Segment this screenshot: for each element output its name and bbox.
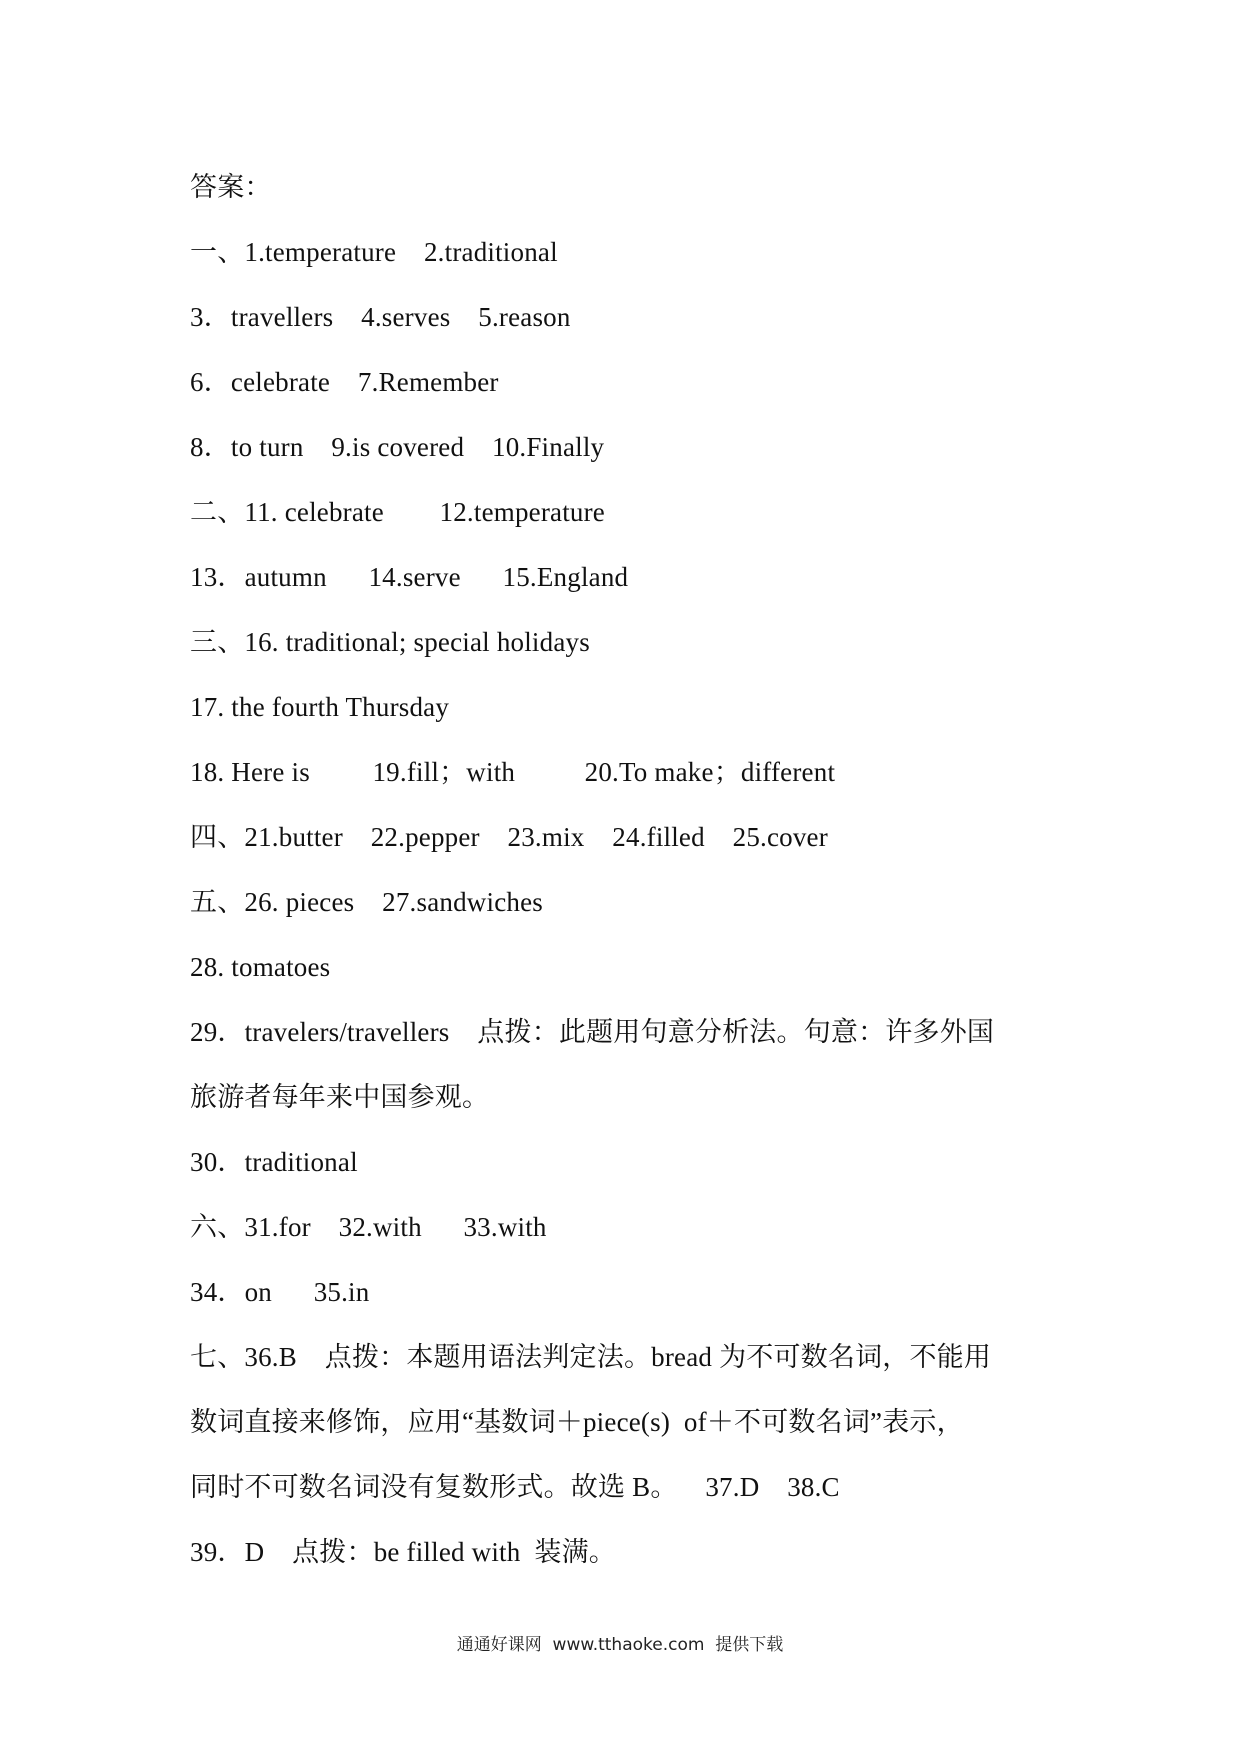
answer-line-8: 17. the fourth Thursday <box>190 692 450 722</box>
answer-line-1: 一、1.temperature 2.traditional <box>190 237 558 267</box>
answer-line-21: 39．D 点拨：be filled with 装满。 <box>190 1537 616 1567</box>
answer-line-3: 6．celebrate 7.Remember <box>190 367 499 397</box>
footer-source-note: 通通好课网 www.tthaoke.com 提供下载 <box>456 1635 784 1655</box>
answer-line-13: 29．travelers/travellers 点拨：此题用句意分析法。句意：许多外国 <box>190 1017 995 1047</box>
answer-line-15: 30．traditional <box>190 1147 358 1177</box>
answer-title: 答案： <box>190 172 272 202</box>
answer-content <box>190 155 1070 1585</box>
answer-line-4: 8．to turn 9.is covered 10.Finally <box>190 432 605 462</box>
answer-line-9: 18. Here is 19.fill；with 20.To make；different <box>190 757 836 787</box>
answer-line-7: 三、16. traditional; special holidays <box>190 627 590 657</box>
answer-line-17: 34．on 35.in <box>190 1277 370 1307</box>
answer-line-5: 二、11. celebrate 12.temperature <box>190 497 605 527</box>
answer-line-11: 五、26. pieces 27.sandwiches <box>190 887 543 917</box>
answer-line-2: 3．travellers 4.serves 5.reason <box>190 302 571 332</box>
answer-line-14: 旅游者每年来中国参观。 <box>190 1082 490 1112</box>
answer-line-18: 七、36.B 点拨：本题用语法判定法。bread 为不可数名词，不能用 <box>190 1342 992 1372</box>
answer-line-20: 同时不可数名词没有复数形式。故选 B。 37.D 38.C <box>190 1472 840 1502</box>
answer-line-19: 数词直接来修饰，应用“基数词＋piece(s) of＋不可数名词”表示， <box>190 1407 964 1437</box>
answer-line-12: 28. tomatoes <box>190 952 331 982</box>
answer-line-6: 13．autumn 14.serve 15.England <box>190 562 629 592</box>
answer-line-10: 四、21.butter 22.pepper 23.mix 24.filled 25.cover <box>190 822 828 852</box>
answer-line-16: 六、31.for 32.with 33.with <box>190 1212 547 1242</box>
